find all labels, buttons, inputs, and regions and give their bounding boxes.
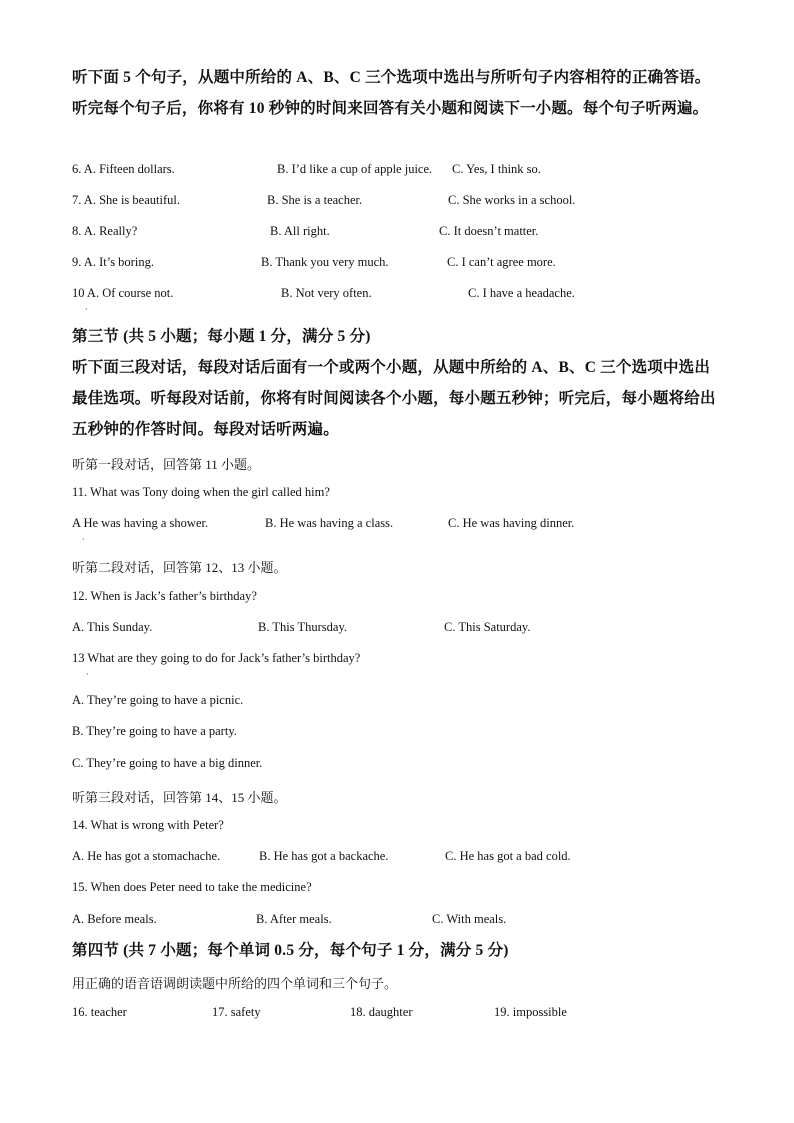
word-19: 19. impossible xyxy=(494,1005,567,1019)
q13-option-a: A. They’re going to have a picnic. xyxy=(72,693,244,707)
q13-option-c: C. They’re going to have a big dinner. xyxy=(72,756,263,770)
q14-option-c: C. He has got a bad cold. xyxy=(445,849,571,863)
section3-instructions: 听下面三段对话，每段对话后面有一个或两个小题，从题中所给的 A、B、C 三个选项中选出最佳选项。听每段对话前，你将有时间阅读各个小题，每小题五秒钟；听完后，每小题将给出五秒钟的作答时间。每段对话听两遍。 xyxy=(72,359,716,438)
dialog1-label: 听第一段对话，回答第 11 小题。 xyxy=(72,457,261,472)
stray-mark: · xyxy=(82,535,85,544)
q14-option-a: A. He has got a stomachache. xyxy=(72,849,221,863)
q10-option-a: 10 A. Of course not. xyxy=(72,286,174,300)
q8-option-a: 8. A. Really? xyxy=(72,224,138,238)
section4-title: 第四节 (共 7 小题；每个单词 0.5 分，每个句子 1 分，满分 5 分) xyxy=(72,942,509,959)
q15-option-c: C. With meals. xyxy=(432,912,507,926)
dialog3-label: 听第三段对话，回答第 14、15 小题。 xyxy=(72,790,287,805)
q11-option-a: A He was having a shower. xyxy=(72,516,209,530)
q11-option-b: B. He was having a class. xyxy=(265,516,394,530)
word-18: 18. daughter xyxy=(350,1005,413,1019)
q9-option-b: B. Thank you very much. xyxy=(261,255,389,269)
q11-option-c: C. He was having dinner. xyxy=(448,516,575,530)
q9-option-a: 9. A. It’s boring. xyxy=(72,255,154,269)
q7-option-c: C. She works in a school. xyxy=(448,193,576,207)
q10-option-c: C. I have a headache. xyxy=(468,286,575,300)
q15-option-b: B. After meals. xyxy=(256,912,332,926)
q12-option-c: C. This Saturday. xyxy=(444,620,531,634)
section2-instructions: 听下面 5 个句子，从题中所给的 A、B、C 三个选项中选出与所听句子内容相符的正确答语。听完每个句子后，你将有 10 秒钟的时间来回答有关小题和阅读下一小题。每个句子听两遍。 xyxy=(72,69,711,117)
stray-mark: · xyxy=(85,305,88,314)
q8-option-b: B. All right. xyxy=(270,224,330,238)
q14-option-b: B. He has got a backache. xyxy=(259,849,389,863)
question-11-stem: 11. What was Tony doing when the girl called him? xyxy=(72,485,330,499)
stray-mark: · xyxy=(86,670,89,679)
section4-instructions: 用正确的语音语调朗读题中所给的四个单词和三个句子。 xyxy=(72,976,398,991)
q6-option-a: 6. A. Fifteen dollars. xyxy=(72,162,175,176)
dialog2-label: 听第二段对话，回答第 12、13 小题。 xyxy=(72,560,287,575)
q6-option-c: C. Yes, I think so. xyxy=(452,162,541,176)
question-14-stem: 14. What is wrong with Peter? xyxy=(72,818,224,832)
q12-option-a: A. This Sunday. xyxy=(72,620,153,634)
q7-option-a: 7. A. She is beautiful. xyxy=(72,193,180,207)
q12-option-b: B. This Thursday. xyxy=(258,620,348,634)
q15-option-a: A. Before meals. xyxy=(72,912,157,926)
question-13-stem: 13 What are they going to do for Jack’s father’s birthday? xyxy=(72,651,361,665)
section3-title: 第三节 (共 5 小题；每小题 1 分，满分 5 分) xyxy=(72,328,371,345)
q13-option-b: B. They’re going to have a party. xyxy=(72,724,237,738)
question-15-stem: 15. When does Peter need to take the medicine? xyxy=(72,880,312,894)
q6-option-b: B. I’d like a cup of apple juice. xyxy=(277,162,433,176)
word-16: 16. teacher xyxy=(72,1005,127,1019)
q7-option-b: B. She is a teacher. xyxy=(267,193,363,207)
q10-option-b: B. Not very often. xyxy=(281,286,372,300)
q9-option-c: C. I can’t agree more. xyxy=(447,255,556,269)
question-12-stem: 12. When is Jack’s father’s birthday? xyxy=(72,589,257,603)
word-17: 17. safety xyxy=(212,1005,261,1019)
q8-option-c: C. It doesn’t matter. xyxy=(439,224,539,238)
